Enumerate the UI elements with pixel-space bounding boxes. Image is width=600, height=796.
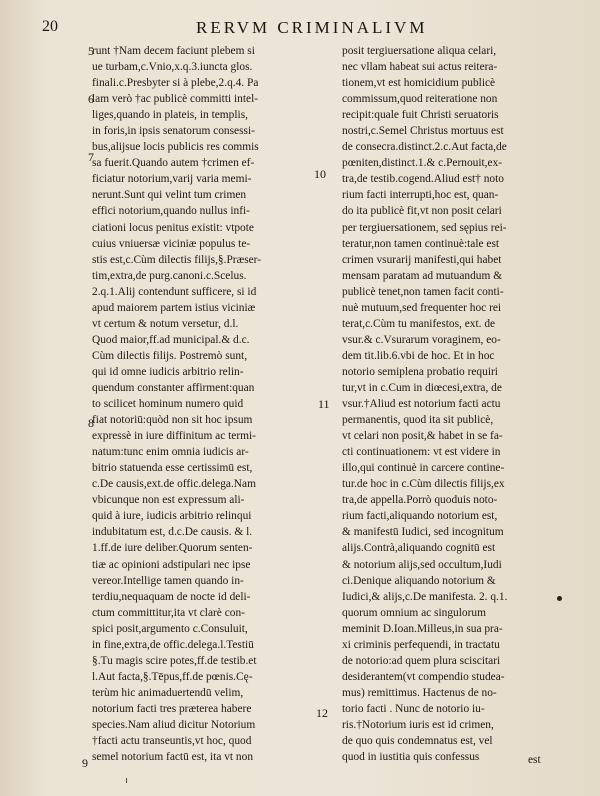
text-line: notorio semiplena probatio requiri bbox=[342, 365, 498, 378]
text-line: ctum committitur,ita vt clarè con- bbox=[92, 606, 245, 619]
text-line: nuè mutuum,sed frequenter hoc rei bbox=[342, 301, 502, 314]
text-line: do ita publicè fit,vt non posit celari bbox=[342, 205, 502, 218]
left-text-column bbox=[92, 43, 330, 765]
text-line: ciationi locus penitus existit: vtpote bbox=[92, 221, 254, 234]
text-line: nec vllam habeat sui actus reitera- bbox=[342, 61, 498, 74]
text-line: vsur.†Aliud est notorium facti actu bbox=[342, 398, 501, 411]
text-line: apud maiorem partem istius viciniæ bbox=[92, 301, 256, 314]
text-line: commissum,quod reiteratione non bbox=[342, 93, 498, 106]
text-line: illo,qui continuè in carcere contine- bbox=[342, 462, 505, 475]
text-line: Iudici,& alijs,c.De manifesta. 2. q.1. bbox=[342, 590, 508, 603]
text-line: tim,extra,de purg.canoni.c.Scelus. bbox=[92, 269, 247, 282]
text-line: de quo quis condemnatus est, vel bbox=[342, 735, 493, 748]
text-line: liges,quando in plateis, in templis, bbox=[92, 109, 248, 122]
text-line: torio facti . Nunc de notorio iu- bbox=[342, 702, 485, 715]
ink-spot bbox=[557, 596, 562, 601]
text-line: 2.q.1.Alij contendunt sufficere, si id bbox=[92, 285, 257, 298]
text-line: vbicunque non est expressum ali- bbox=[92, 494, 245, 507]
page-header bbox=[0, 18, 600, 40]
text-line: finali.c.Presbyter si à plebe,2.q.4. Pa bbox=[92, 77, 259, 90]
text-line: tur,vt in c.Cum in diœcesi,extra, de bbox=[342, 381, 502, 394]
text-line: to scilicet hominum numero quid bbox=[92, 398, 244, 411]
margin-number: 5 bbox=[88, 44, 94, 58]
text-line: ris.†Notorium iuris est id crimen, bbox=[342, 718, 494, 731]
catchword: est bbox=[528, 754, 541, 766]
margin-number: 10 bbox=[314, 167, 326, 181]
text-line: teratur,non tamen continuè:tale est bbox=[342, 237, 500, 250]
text-line: rium facti,aliquando notorium est, bbox=[342, 510, 498, 523]
text-line: lam verò †ac publicè committi intel- bbox=[92, 93, 259, 106]
text-line: stis est,c.Cùm dilectis filijs,§.Præser- bbox=[92, 253, 262, 266]
text-line: tur.de hoc in c.Cùm dilectis filijs,ex bbox=[342, 478, 505, 491]
text-line: & notorium alijs,sed occultum,Iudi bbox=[342, 558, 502, 571]
text-line: 1.ff.de iure deliber.Quorum senten- bbox=[92, 542, 253, 555]
text-line: Quod maior,ff.ad municipal.& d.c. bbox=[92, 333, 250, 346]
text-line: desiderantem(vt compendio studea- bbox=[342, 670, 505, 683]
text-line: vereor.Intellige tamen quando in- bbox=[92, 574, 244, 587]
text-line: cuius vniuersæ viciniæ populus te- bbox=[92, 237, 251, 250]
text-line: alijs.Contrà,aliquando cognitū est bbox=[342, 542, 496, 555]
text-line: posit tergiuersatione aliqua celari, bbox=[342, 45, 497, 57]
margin-number: 7 bbox=[88, 150, 94, 164]
right-text-column bbox=[342, 43, 558, 765]
text-line: bus,alijsue locis publicis res commis bbox=[92, 141, 259, 154]
text-line: per tergiuersationem, sed sępius rei- bbox=[342, 221, 507, 234]
margin-number: 11 bbox=[318, 397, 330, 411]
text-line: quorum omnium ac singulorum bbox=[342, 606, 486, 619]
text-line: recipit:quale fuit Christi seruatoris bbox=[342, 109, 499, 122]
text-line: species.Nam aliud dicitur Notorium bbox=[92, 718, 256, 731]
text-line: xi criminis perfequendi, in tractatu bbox=[342, 638, 500, 651]
margin-number: 12 bbox=[316, 706, 328, 720]
margin-number: 8 bbox=[88, 416, 94, 430]
text-line: terat,c.Cùm tu manifestos, ext. de bbox=[342, 317, 496, 330]
text-line: vt celari non posit,& habet in se fa- bbox=[342, 430, 503, 443]
text-line: nerunt.Sunt qui velint tum crimen bbox=[92, 189, 247, 202]
text-line: ue turbam,c.Vnio,x.q.3.iuncta glos. bbox=[92, 61, 253, 74]
text-line: tra,de appella.Porrò quoduis noto- bbox=[342, 494, 498, 507]
text-line: mensam paratam ad mutuandum & bbox=[342, 269, 503, 282]
text-line: publicè tenet,non tamen facit conti- bbox=[342, 285, 504, 298]
text-line: meminit D.Ioan.Milleus,in sua pra- bbox=[342, 622, 503, 635]
page-number: 20 bbox=[42, 18, 58, 35]
text-line: ficiatur notorium,varij varia memi- bbox=[92, 173, 252, 186]
text-line: pœniten,distinct.1.& c.Pernouit,ex- bbox=[342, 157, 503, 170]
text-line: dem tit.lib.6.vbi de hoc. Et in hoc bbox=[342, 349, 495, 362]
text-line: tionem,vt est homicidium publicè bbox=[342, 77, 496, 90]
text-line: qui id omne iudicis arbitrio relin- bbox=[92, 365, 244, 378]
text-line: quod in iustitia quis confessus bbox=[342, 751, 480, 764]
text-line: permanentis, quod ita sit publicè, bbox=[342, 414, 494, 427]
text-line: cti continuationem: vt est videre in bbox=[342, 446, 501, 459]
text-line: effici notorium,quando nullus infi- bbox=[92, 205, 250, 218]
text-line: §.Tu magis scire potes,ff.de testib.et bbox=[92, 654, 257, 667]
text-line: l.Aut facta,§.Tēpus,ff.de pœnis.Cę- bbox=[92, 670, 253, 683]
margin-number: 9 bbox=[82, 756, 88, 770]
text-line: natum:tunc enim omnia iudicis ar- bbox=[92, 446, 249, 459]
text-line: nostri,c.Semel Christus mortuus est bbox=[342, 125, 504, 138]
text-line: terùm hic animaduertendū velim, bbox=[92, 686, 244, 699]
text-line: runt †Nam decem faciunt plebem si bbox=[92, 45, 255, 57]
text-line: crimen vsurarij manifesti,qui habet bbox=[342, 253, 502, 266]
text-line: de consecra.distinct.2.c.Aut facta,de bbox=[342, 141, 507, 154]
text-line: mus) remittimus. Hactenus de no- bbox=[342, 686, 497, 699]
text-line: quendum constanter affirment:quan bbox=[92, 381, 255, 394]
running-title: RERVM CRIMINALIVM bbox=[196, 18, 428, 37]
text-line: vsur.& c.Vsurarum voraginem, eo- bbox=[342, 333, 501, 346]
text-line: rium facti interrupti,hoc est, quan- bbox=[342, 189, 499, 202]
text-line: bitrio statuenda esse certissimū est, bbox=[92, 462, 253, 475]
text-line: tiæ ac opinioni adstipulari nec ipse bbox=[92, 558, 251, 571]
text-line: tra,de testib.cogend.Aliud est† noto bbox=[342, 173, 504, 186]
text-line: de notorio:ad quem plura sciscitari bbox=[342, 654, 501, 667]
text-line: Cùm dilectis filijs. Postremò sunt, bbox=[92, 349, 248, 362]
text-line: c.De causis,ext.de offic.delega.Nam bbox=[92, 478, 256, 491]
text-line: fiat notoriū:quòd non sit hoc ipsum bbox=[92, 414, 253, 427]
text-line: terdiu,nequaquam de nocte id deli- bbox=[92, 590, 251, 603]
text-line: quid à iure, iudicis arbitrio relinqui bbox=[92, 510, 252, 523]
text-line: sa fuerit.Quando autem †crimen ef- bbox=[92, 157, 255, 170]
text-line: in fine,extra,de offic.delega.l.Testiū bbox=[92, 638, 254, 651]
text-line: indubitatum est, d.c.De causis. & l. bbox=[92, 526, 253, 539]
ink-mark bbox=[126, 778, 127, 783]
text-line: in foris,in ipsis senatorum consessi- bbox=[92, 125, 255, 138]
text-line: spici posit,argumento c.Consuluit, bbox=[92, 622, 248, 635]
text-line: & manifestū Iudici, sed incognitum bbox=[342, 526, 504, 539]
text-line: vt certum & notum versetur, d.l. bbox=[92, 317, 239, 330]
text-line: notorium facti tres præterea habere bbox=[92, 702, 252, 715]
margin-number: 6 bbox=[88, 92, 94, 106]
text-line: †facti actu transeuntis,vt hoc, quod bbox=[92, 735, 252, 748]
text-line: expressè in iure diffinitum ac termi- bbox=[92, 430, 256, 443]
text-line: semel notorium factū est, ita vt non bbox=[92, 751, 254, 764]
text-line: ci.Denique aliquando notorium & bbox=[342, 574, 496, 587]
